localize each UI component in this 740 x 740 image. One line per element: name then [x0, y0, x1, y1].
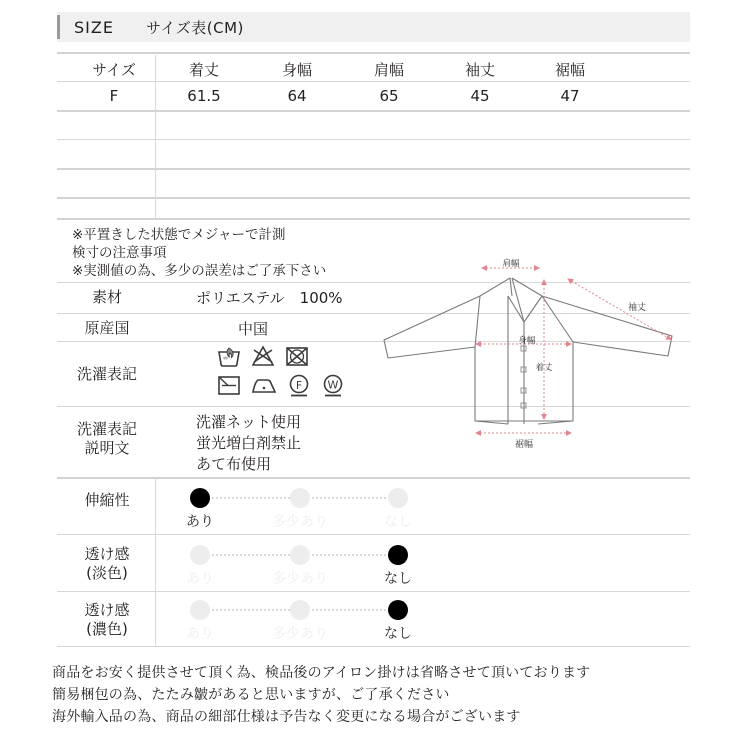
size-cell-0-4: 45	[470, 87, 490, 105]
diagram-label-bust: 身幅	[518, 336, 536, 346]
garment-measurement-diagram	[372, 248, 690, 460]
size-header-rule	[57, 81, 690, 82]
rating-2-caption-1: 多少あり	[272, 626, 328, 642]
footer-line-2: 簡易梱包の為、たたみ皺があると思いますが、ご了承ください	[52, 687, 450, 703]
rating-1-connector-1	[212, 554, 292, 556]
rating-label-0	[57, 491, 157, 510]
size-row-rule-2	[57, 139, 690, 140]
rating-1-dot-2[interactable]	[388, 545, 408, 565]
spec-label-material: 素材	[91, 288, 122, 306]
rating-2-connector-1	[212, 609, 292, 611]
rating-2-caption-0: あり	[186, 626, 214, 642]
header-accent-bar	[57, 15, 60, 39]
care-symbol-row-2	[216, 373, 346, 399]
care-text-line-3: あて布使用	[196, 455, 272, 473]
rating-1-dot-0[interactable]	[190, 545, 210, 565]
rating-2-dot-1[interactable]	[290, 600, 310, 620]
care-symbol-group	[216, 344, 346, 404]
diagram-label-shoulder: 肩幅	[502, 259, 520, 269]
rating-scale-2	[186, 600, 430, 646]
hand-wash-icon	[216, 344, 242, 368]
rating-1-dot-1[interactable]	[290, 545, 310, 565]
rating-2-dot-0[interactable]	[190, 600, 210, 620]
size-col-header-5: 裾幅	[554, 61, 585, 79]
rating-1-caption-2: なし	[384, 571, 412, 587]
size-col-header-1: 着丈	[188, 61, 219, 79]
diagram-label-hem: 裾幅	[514, 440, 534, 450]
dryclean-f-icon	[286, 373, 312, 399]
rating-label-2	[57, 601, 157, 639]
size-col-header-3: 肩幅	[373, 61, 404, 79]
size-col-header-4: 袖丈	[464, 61, 495, 79]
size-col-header-2: 身幅	[281, 61, 312, 79]
rating-0-caption-2: なし	[384, 514, 412, 530]
rating-rule-2	[57, 646, 690, 647]
rating-scale-1	[186, 545, 430, 591]
care-text-label-line-1: 洗濯表記	[76, 420, 137, 438]
care-text-line-1: 洗濯ネット使用	[196, 413, 302, 431]
size-table-top-rule	[57, 52, 690, 54]
size-cell-0-3: 65	[379, 87, 399, 105]
size-cell-0-5: 47	[560, 87, 580, 105]
footer-line-3: 海外輸入品の為、商品の細部仕様は予告なく変更になる場合がございます	[52, 709, 521, 725]
rating-1-caption-1: 多少あり	[272, 571, 328, 587]
rating-2-dot-2[interactable]	[388, 600, 408, 620]
size-cell-0-0: F	[109, 87, 119, 105]
rating-label-1	[57, 545, 157, 583]
rating-0-dot-1[interactable]	[290, 488, 310, 508]
size-header	[57, 12, 690, 42]
measurement-notes	[72, 226, 326, 280]
rating-rule-1	[57, 591, 690, 592]
size-row-rule-4	[57, 197, 690, 199]
measure-note-line-1: ※平置きした状態でメジャーで計測	[72, 227, 286, 243]
rating-0-dot-0[interactable]	[190, 488, 210, 508]
iron-low-icon	[250, 373, 278, 399]
size-row-rule-3	[57, 168, 690, 170]
size-row-rule-1	[57, 110, 690, 112]
rating-0-caption-0: あり	[186, 514, 214, 530]
rating-label-2-line-1: 透け感	[84, 601, 130, 619]
spec-label-care-text	[57, 420, 157, 458]
size-col-header-0: サイズ	[92, 61, 136, 79]
rating-0-connector-1	[212, 497, 292, 499]
rating-label-2-line-2: (濃色)	[86, 620, 128, 638]
care-text-label-line-2: 説明文	[84, 439, 130, 457]
measure-note-line-3: ※実測値の為、多少の誤差はご了承下さい	[72, 263, 327, 279]
header-badge: SIZE	[74, 17, 114, 37]
wetclean-w-icon	[320, 373, 346, 399]
care-text-line-2: 蛍光増白剤禁止	[196, 434, 302, 452]
rating-1-connector-2	[312, 554, 390, 556]
rating-scale-0	[186, 488, 430, 534]
rating-vertical-divider	[155, 479, 156, 646]
spec-label-care-symbols: 洗濯表記	[76, 365, 137, 383]
rating-2-connector-2	[312, 609, 390, 611]
size-table-bottom-rule	[57, 218, 690, 220]
diagram-label-length: 着丈	[535, 363, 553, 373]
drip-dry-icon	[216, 373, 242, 399]
rating-rule-0	[57, 534, 690, 535]
rating-2-caption-2: なし	[384, 626, 412, 642]
footer-line-1: 商品をお安く提供させて頂く為、検品後のアイロン掛けは省略させて頂いております	[52, 665, 591, 681]
no-tumble-dry-icon	[284, 344, 310, 368]
rating-label-1-line-1: 透け感	[84, 545, 130, 563]
rating-1-caption-0: あり	[186, 571, 214, 587]
size-cell-0-1: 61.5	[187, 87, 221, 105]
svg-text:F: F	[295, 379, 303, 392]
spec-label-origin: 原産国	[84, 319, 130, 337]
size-table-vertical-divider	[155, 55, 156, 218]
page-title: サイズ表(CM)	[145, 18, 244, 37]
measure-note-line-2: 検寸の注意事項	[72, 245, 167, 261]
rating-0-caption-1: 多少あり	[272, 514, 328, 530]
rating-0-connector-2	[312, 497, 390, 499]
svg-text:W: W	[327, 378, 339, 392]
rating-label-1-line-2: (淡色)	[86, 564, 128, 582]
no-bleach-icon	[250, 344, 276, 368]
spec-value-care-text	[196, 412, 301, 475]
rating-label-0-line-1: 伸縮性	[84, 491, 130, 509]
footer-disclaimer	[52, 662, 590, 728]
spec-value-origin: 中国	[238, 320, 269, 338]
spec-value-material: ポリエステル 100%	[196, 289, 343, 307]
size-cell-0-2: 64	[287, 87, 307, 105]
diagram-label-sleeve: 袖丈	[627, 303, 647, 313]
rating-0-dot-2[interactable]	[388, 488, 408, 508]
care-symbol-row-1	[216, 344, 346, 368]
spec-rule-4	[57, 477, 690, 479]
